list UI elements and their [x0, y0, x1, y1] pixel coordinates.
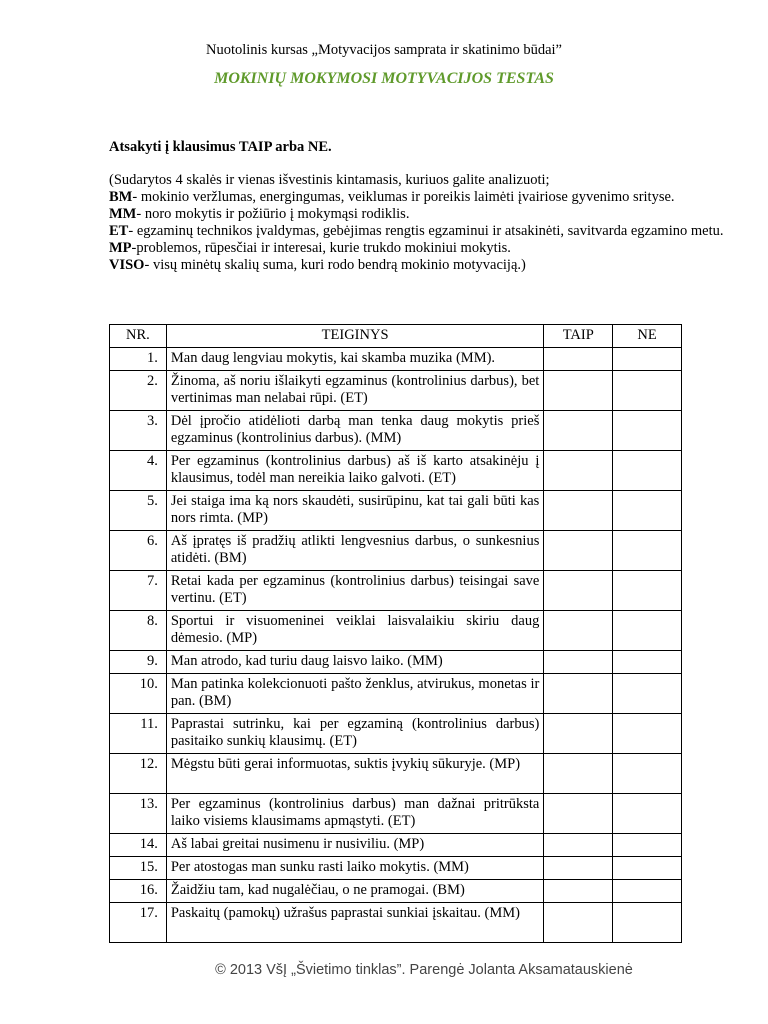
scale-text: mokinio veržlumas, energingumas, veiklumas ir poreikis laimėti įvairiose gyvenimo srityse.	[140, 189, 675, 205]
table-row	[110, 411, 682, 451]
row-statement: Man atrodo, kad turiu daug laisvo laiko. (MM)	[166, 651, 543, 674]
answer-no-cell[interactable]	[613, 834, 682, 857]
table-row	[110, 880, 682, 903]
row-statement: Per egzaminus (kontrolinius darbus) aš iš karto atsakinėju į klausimus, todėl man nereikia laiko galvoti. (ET)	[166, 451, 543, 491]
questionnaire-table	[109, 324, 682, 943]
answer-no-cell[interactable]	[613, 371, 682, 411]
answer-yes-cell[interactable]	[544, 348, 613, 371]
answer-no-cell[interactable]	[613, 491, 682, 531]
row-number: 17.	[110, 903, 167, 943]
course-name: Nuotolinis kursas „Motyvacijos samprata ir skatinimo būdai”	[206, 42, 562, 58]
answer-no-cell[interactable]	[613, 571, 682, 611]
row-number: 7.	[110, 571, 167, 611]
row-number: 13.	[110, 794, 167, 834]
header-statement: TEIGINYS	[166, 325, 543, 348]
row-statement: Mėgstu būti gerai informuotas, suktis įvykių sūkuryje. (MP)	[166, 754, 543, 794]
answer-no-cell[interactable]	[613, 794, 682, 834]
row-number: 9.	[110, 651, 167, 674]
scale-sep: -	[132, 189, 141, 205]
row-number: 4.	[110, 451, 167, 491]
table-row	[110, 491, 682, 531]
answer-yes-cell[interactable]	[544, 571, 613, 611]
table-row	[110, 857, 682, 880]
table-row	[110, 571, 682, 611]
answer-yes-cell[interactable]	[544, 531, 613, 571]
answer-no-cell[interactable]	[613, 880, 682, 903]
scale-code: VISO	[109, 257, 145, 273]
header-no: NE	[613, 325, 682, 348]
table-row	[110, 714, 682, 754]
answer-yes-cell[interactable]	[544, 714, 613, 754]
table-row	[110, 794, 682, 834]
scales-description	[109, 172, 734, 274]
instruction: Atsakyti į klausimus TAIP arba NE.	[109, 139, 332, 155]
row-number: 6.	[110, 531, 167, 571]
scale-code: BM	[109, 189, 133, 205]
answer-yes-cell[interactable]	[544, 754, 613, 794]
table-row	[110, 451, 682, 491]
table-row	[110, 903, 682, 943]
table-row	[110, 674, 682, 714]
scale-sep: -	[136, 206, 145, 222]
row-number: 14.	[110, 834, 167, 857]
scale-text: visų minėtų skalių suma, kuri rodo bendrą mokinio motyvaciją.)	[152, 257, 526, 273]
scales-intro: (Sudarytos 4 skalės ir vienas išvestinis kintamasis, kuriuos galite analizuoti;	[109, 172, 550, 188]
answer-no-cell[interactable]	[613, 857, 682, 880]
answer-yes-cell[interactable]	[544, 451, 613, 491]
scale-code: ET	[109, 223, 129, 239]
row-statement: Dėl įpročio atidėlioti darbą man tenka daug mokytis prieš egzaminus (kontrolinius darbus). (MM)	[166, 411, 543, 451]
row-statement: Žinoma, aš noriu išlaikyti egzaminus (kontrolinius darbus), bet vertinimas man nelabai rūpi. (ET)	[166, 371, 543, 411]
row-statement: Paprastai sutrinku, kai per egzaminą (kontrolinius darbus) pasitaiko sunkių klausimų. (ET)	[166, 714, 543, 754]
scale-code: MP	[109, 240, 132, 256]
table-row	[110, 348, 682, 371]
row-statement: Jei staiga ima ką nors skaudėti, susirūpinu, kat tai gali būti kas nors rimta. (MP)	[166, 491, 543, 531]
scale-item	[109, 257, 734, 274]
scale-item	[109, 240, 734, 257]
table-row	[110, 834, 682, 857]
answer-yes-cell[interactable]	[544, 794, 613, 834]
row-statement: Man patinka kolekcionuoti pašto ženklus, atvirukus, monetas ir pan. (BM)	[166, 674, 543, 714]
table-header-row	[110, 325, 682, 348]
row-statement: Sportui ir visuomeninei veiklai laisvalaikiu skiriu daug dėmesio. (MP)	[166, 611, 543, 651]
scale-text: problemos, rūpesčiai ir interesai, kurie trukdo mokiniui mokytis.	[136, 240, 511, 256]
row-statement: Aš įpratęs iš pradžių atlikti lengvesnius darbus, o sunkesnius atidėti. (BM)	[166, 531, 543, 571]
row-number: 11.	[110, 714, 167, 754]
scale-item	[109, 206, 734, 223]
answer-no-cell[interactable]	[613, 754, 682, 794]
row-statement: Aš labai greitai nusimenu ir nusiviliu. (MP)	[166, 834, 543, 857]
answer-yes-cell[interactable]	[544, 903, 613, 943]
row-number: 8.	[110, 611, 167, 651]
answer-yes-cell[interactable]	[544, 651, 613, 674]
row-number: 10.	[110, 674, 167, 714]
table-row	[110, 611, 682, 651]
scale-item	[109, 189, 734, 206]
copyright-footer: © 2013 VšĮ „Švietimo tinklas”. Parengė Jolanta Aksamatauskienė	[215, 962, 633, 978]
row-statement: Per atostogas man sunku rasti laiko mokytis. (MM)	[166, 857, 543, 880]
scale-sep: -	[128, 223, 137, 239]
answer-no-cell[interactable]	[613, 411, 682, 451]
answer-yes-cell[interactable]	[544, 411, 613, 451]
row-number: 5.	[110, 491, 167, 531]
answer-no-cell[interactable]	[613, 903, 682, 943]
table-row	[110, 531, 682, 571]
answer-yes-cell[interactable]	[544, 491, 613, 531]
row-number: 3.	[110, 411, 167, 451]
row-number: 15.	[110, 857, 167, 880]
row-statement: Retai kada per egzaminus (kontrolinius darbus) teisingai save vertinu. (ET)	[166, 571, 543, 611]
row-number: 16.	[110, 880, 167, 903]
row-number: 12.	[110, 754, 167, 794]
answer-no-cell[interactable]	[613, 651, 682, 674]
row-statement: Paskaitų (pamokų) užrašus paprastai sunkiai įskaitau. (MM)	[166, 903, 543, 943]
answer-no-cell[interactable]	[613, 611, 682, 651]
scale-text: noro mokytis ir požiūrio į mokymąsi rodiklis.	[144, 206, 410, 222]
answer-no-cell[interactable]	[613, 348, 682, 371]
row-statement: Per egzaminus (kontrolinius darbus) man dažnai pritrūksta laiko visiems klausimams apmąstyti. (ET)	[166, 794, 543, 834]
answer-yes-cell[interactable]	[544, 611, 613, 651]
table-row	[110, 651, 682, 674]
row-number: 1.	[110, 348, 167, 371]
answer-yes-cell[interactable]	[544, 857, 613, 880]
scale-text: egzaminų technikos įvaldymas, gebėjimas rengtis egzaminui ir atsakinėti, savitvarda egzamino metu.	[136, 223, 724, 239]
answer-yes-cell[interactable]	[544, 371, 613, 411]
answer-yes-cell[interactable]	[544, 674, 613, 714]
scale-code: MM	[109, 206, 137, 222]
scale-sep: -	[144, 257, 153, 273]
scale-item	[109, 223, 734, 240]
table-row	[110, 754, 682, 794]
answer-yes-cell[interactable]	[544, 880, 613, 903]
table-row	[110, 371, 682, 411]
row-statement: Žaidžiu tam, kad nugalėčiau, o ne pramogai. (BM)	[166, 880, 543, 903]
header-yes: TAIP	[544, 325, 613, 348]
answer-no-cell[interactable]	[613, 531, 682, 571]
header-nr: NR.	[110, 325, 167, 348]
row-statement: Man daug lengviau mokytis, kai skamba muzika (MM).	[166, 348, 543, 371]
scale-sep: -	[131, 240, 137, 256]
answer-yes-cell[interactable]	[544, 834, 613, 857]
test-title: MOKINIŲ MOKYMOSI MOTYVACIJOS TESTAS	[214, 70, 554, 87]
answer-no-cell[interactable]	[613, 714, 682, 754]
answer-no-cell[interactable]	[613, 451, 682, 491]
row-number: 2.	[110, 371, 167, 411]
answer-no-cell[interactable]	[613, 674, 682, 714]
